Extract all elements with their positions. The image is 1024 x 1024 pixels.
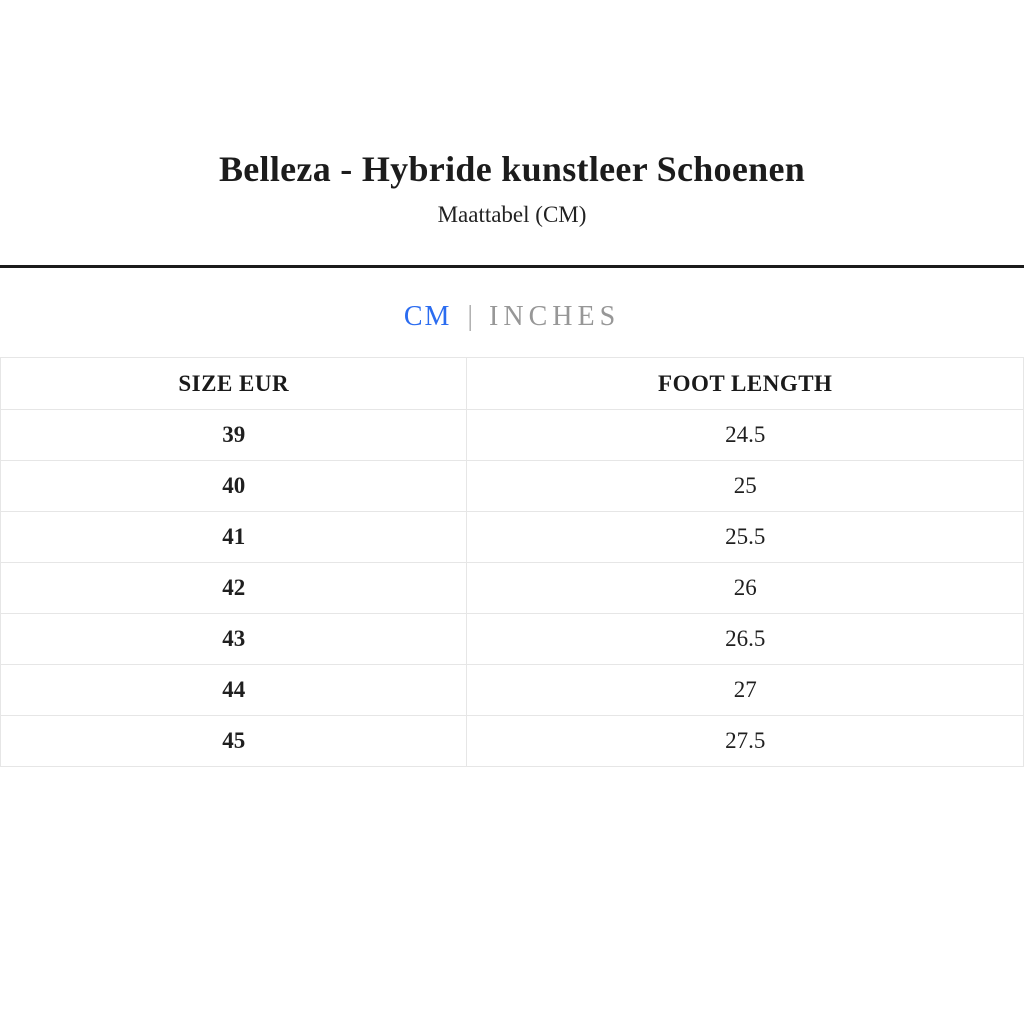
- section-divider: [0, 265, 1024, 268]
- page-subtitle: Maattabel (CM): [437, 202, 587, 227]
- unit-toggle: [0, 295, 1024, 339]
- length-cell: 27: [467, 665, 1024, 716]
- page-title: Belleza - Hybride kunstleer Schoenen: [218, 149, 806, 189]
- table-row: [1, 461, 1024, 512]
- unit-cm-button[interactable]: CM: [403, 301, 452, 332]
- length-cell: 26.5: [467, 614, 1024, 665]
- length-cell: 27.5: [467, 716, 1024, 767]
- column-header-size-eur: SIZE EUR: [1, 358, 467, 410]
- table-row: [1, 716, 1024, 767]
- column-header-foot-length: FOOT LENGTH: [467, 358, 1024, 410]
- table-header-row: [1, 358, 1024, 410]
- length-cell: 24.5: [467, 410, 1024, 461]
- size-cell: 40: [1, 461, 467, 512]
- table-row: [1, 512, 1024, 563]
- length-cell: 25.5: [467, 512, 1024, 563]
- unit-inches-button[interactable]: INCHES: [489, 301, 621, 332]
- length-cell: 26: [467, 563, 1024, 614]
- size-cell: 45: [1, 716, 467, 767]
- size-cell: 42: [1, 563, 467, 614]
- size-cell: 41: [1, 512, 467, 563]
- size-cell: 43: [1, 614, 467, 665]
- size-cell: 39: [1, 410, 467, 461]
- table-row: [1, 665, 1024, 716]
- length-cell: 25: [467, 461, 1024, 512]
- table-row: [1, 410, 1024, 461]
- size-table: [0, 357, 1024, 767]
- table-row: [1, 563, 1024, 614]
- table-row: [1, 614, 1024, 665]
- unit-separator: |: [467, 301, 474, 332]
- size-cell: 44: [1, 665, 467, 716]
